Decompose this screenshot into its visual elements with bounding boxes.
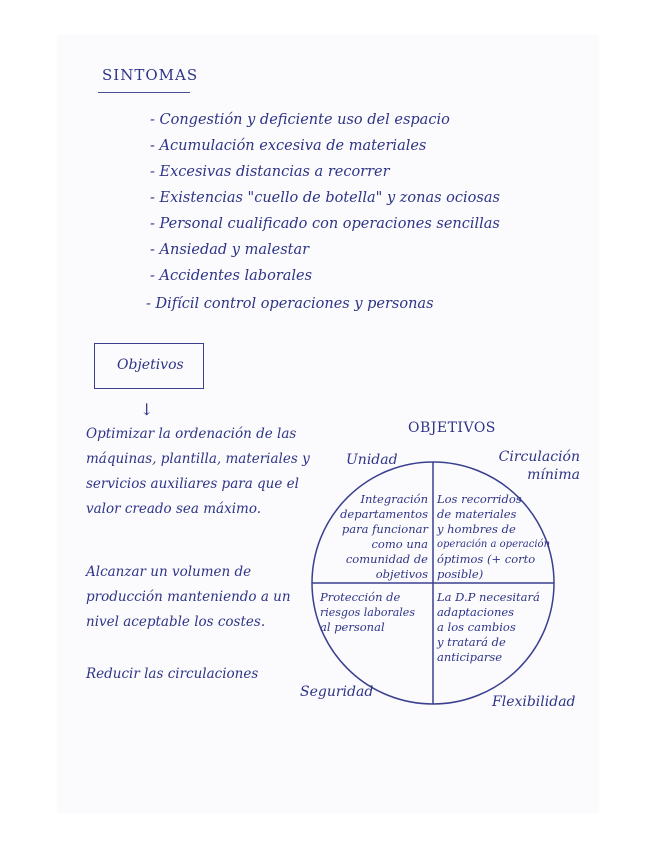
symptom-item: - Acumulación excesiva de materiales	[150, 138, 427, 154]
symptom-item: - Existencias "cuello de botella" y zonas ociosas	[150, 190, 500, 206]
quadrant-label-bottom-right: Flexibilidad	[492, 694, 576, 710]
symptom-item: - Congestión y deficiente uso del espacio	[150, 112, 450, 128]
quadrant-text-top-left: Integración departamentos para funcionar como una comunidad de objetivos	[340, 492, 428, 581]
quadrant-text-top-right: Los recorridos de materiales y hombres de operación a operación óptimos (+ corto posible)	[437, 492, 551, 581]
symptom-item: - Accidentes laborales	[150, 268, 313, 284]
symptom-item: - Personal cualificado con operaciones sencillas	[150, 216, 500, 232]
objectives-box-label: Objetivos	[117, 357, 184, 373]
objective-paragraph: Optimizar la ordenación de las máquinas, plantilla, materiales y servicios auxiliares para que el valor creado sea máximo.	[86, 426, 310, 517]
quadrant-label-top-right: Circulación mínima	[498, 449, 580, 483]
symptom-item: - Ansiedad y malestar	[150, 242, 310, 258]
symptom-item: - Excesivas distancias a recorrer	[150, 164, 390, 180]
symptom-item: - Difícil control operaciones y personas	[146, 296, 434, 312]
page-title: SINTOMAS	[102, 66, 199, 84]
quadrant-text-bottom-right: La D.P necesitará adaptaciones a los cambios y tratará de anticiparse	[437, 590, 540, 664]
objective-paragraph: Reducir las circulaciones	[86, 666, 259, 682]
down-arrow-icon: ↓	[140, 400, 154, 419]
quadrant-label-bottom-left: Seguridad	[300, 684, 374, 700]
quadrant-text-bottom-left: Protección de riesgos laborales al personal	[320, 590, 415, 634]
objective-paragraph: Alcanzar un volumen de producción manteniendo a un nivel aceptable los costes.	[86, 564, 291, 630]
diagram-title: OBJETIVOS	[408, 420, 496, 436]
quadrant-label-top-left: Unidad	[346, 452, 398, 468]
